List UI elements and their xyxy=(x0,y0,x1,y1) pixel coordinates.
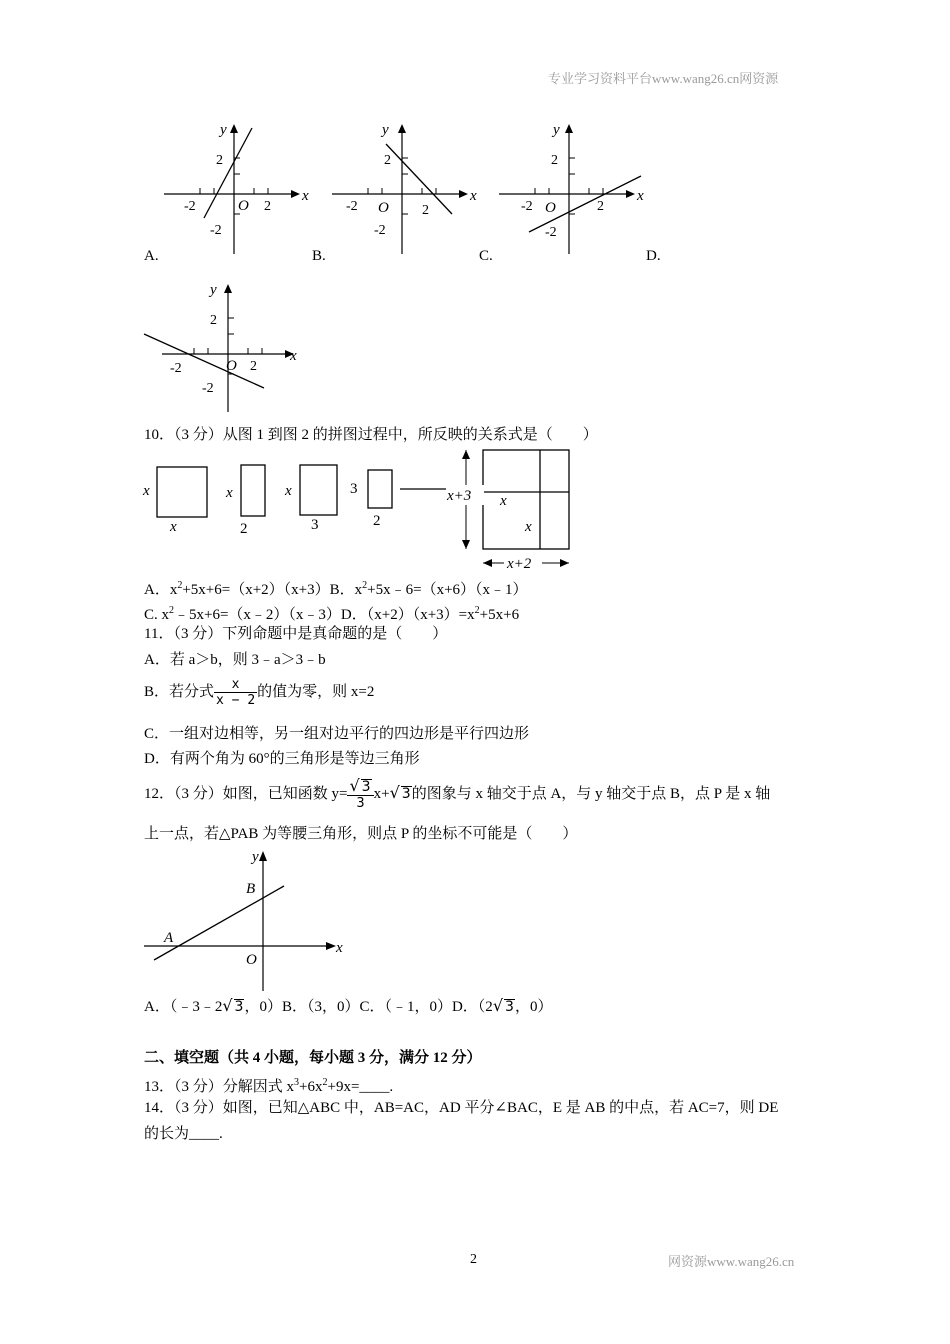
svg-text:2: 2 xyxy=(210,313,217,328)
option-c-label: C. xyxy=(479,248,493,264)
y-axis-label: y xyxy=(220,122,227,138)
svg-text:O: O xyxy=(226,358,237,374)
svg-text:y: y xyxy=(210,282,217,298)
header-watermark: 专业学习资料平台www.wang26.cn网资源 xyxy=(548,71,779,86)
svg-text:-2: -2 xyxy=(202,381,214,396)
svg-text:-2: -2 xyxy=(346,199,358,214)
q11-option-b: B．若分式 $\frac{x}{x - 2}$ 的值为零，则 x=2 xyxy=(144,677,375,708)
svg-text:2: 2 xyxy=(384,153,391,168)
svg-text:2: 2 xyxy=(240,521,248,537)
svg-text:-2: -2 xyxy=(184,199,196,214)
q11-option-c: C．一组对边相等，另一组对边平行的四边形是平行四边形 xyxy=(144,726,530,742)
svg-text:-2: -2 xyxy=(210,223,222,238)
svg-text:O: O xyxy=(246,952,257,968)
svg-text:y: y xyxy=(553,122,560,138)
svg-text:A: A xyxy=(164,930,174,946)
svg-text:x: x xyxy=(290,348,297,364)
svg-text:x: x xyxy=(143,483,150,499)
graph-option-d xyxy=(140,280,310,415)
footer-watermark: 网资源www.wang26.cn xyxy=(668,1254,795,1269)
page-number: 2 xyxy=(470,1252,477,1267)
q14-stem-line1: 14．（3 分）如图，已知△ABC 中，AB=AC，AD 平分∠BAC，E 是 AB 的中点，若 AC=7，则 DE xyxy=(144,1100,779,1116)
q10-puzzle-figure xyxy=(140,445,580,575)
svg-text:O: O xyxy=(238,198,249,214)
svg-text:x: x xyxy=(637,188,644,204)
q12-options: A．（﹣3﹣2√ 3，0）B．（3，0）C．（﹣1，0）D．（2√ 3，0） xyxy=(144,996,553,1015)
svg-text:x: x xyxy=(470,188,477,204)
svg-text:x+3: x+3 xyxy=(447,488,472,504)
option-b-label: B. xyxy=(312,248,326,264)
svg-text:3: 3 xyxy=(350,481,358,497)
svg-text:x: x xyxy=(170,519,177,535)
svg-text:y: y xyxy=(252,849,259,865)
svg-text:x: x xyxy=(500,493,507,509)
svg-text:2: 2 xyxy=(250,359,257,374)
fraction: $\frac{√ 3}{3}$ xyxy=(347,778,373,811)
q13-stem: 13．（3 分）分解因式 $x^3+6x^2+9x=\_\_\_\_$. xyxy=(144,1077,394,1095)
svg-text:x: x xyxy=(336,940,343,956)
svg-text:x: x xyxy=(285,483,292,499)
svg-text:x: x xyxy=(226,485,233,501)
q10-options-ab: A．$x^2+5x+6=(x+2)(x+3)B$．$x^2+5x﹣6=(x+6)(x﹣1)$ xyxy=(144,580,528,598)
svg-text:3: 3 xyxy=(311,517,319,533)
svg-text:-2: -2 xyxy=(521,199,533,214)
q10-options-cd: C. $x^2﹣5x+6=(x﹣2)(x﹣3)D$．$(x+2)(x+3)=x^2+5x+6$ xyxy=(144,605,520,623)
graph-option-b xyxy=(328,118,488,258)
q14-stem-line2: 的长为____. xyxy=(144,1126,223,1142)
q12-stem-line2: 上一点，若△PAB 为等腰三角形，则点 P 的坐标不可能是（ ） xyxy=(144,826,578,842)
q12-graph xyxy=(140,846,350,996)
graph-option-c xyxy=(495,118,655,258)
x-axis-label: x xyxy=(302,188,309,204)
svg-text:-2: -2 xyxy=(545,225,557,240)
svg-text:O: O xyxy=(545,200,556,216)
svg-text:2: 2 xyxy=(264,199,271,214)
svg-text:x: x xyxy=(525,519,532,535)
option-a-label: A. xyxy=(144,248,159,264)
svg-text:x+2: x+2 xyxy=(507,556,532,572)
svg-text:B: B xyxy=(246,881,256,897)
q12-stem-line1: 12．（3 分）如图，已知函数 y= $\frac{√ 3}{3}$ x+√ 3的图象与 x 轴交于点 A，与 y 轴交于点 B，点 P 是 x 轴 xyxy=(144,776,771,811)
q10-stem: 10．（3 分）从图 1 到图 2 的拼图过程中，所反映的关系式是（ ） xyxy=(144,427,598,443)
option-d-label: D. xyxy=(646,248,661,264)
fraction: $\frac{x}{x - 2}$ xyxy=(216,677,256,708)
svg-text:2: 2 xyxy=(422,203,429,218)
q11-option-a: A．若 a＞b，则 3﹣a＞3﹣b xyxy=(144,652,326,668)
svg-text:y: y xyxy=(382,122,389,138)
svg-text:-2: -2 xyxy=(374,223,386,238)
graph-option-a xyxy=(160,118,320,258)
svg-text:-2: -2 xyxy=(170,361,182,376)
section-2-title: 二、填空题（共 4 小题，每小题 3 分，满分 12 分） xyxy=(144,1050,482,1066)
svg-text:2: 2 xyxy=(373,513,381,529)
q11-option-d: D．有两个角为 60°的三角形是等边三角形 xyxy=(144,751,420,767)
svg-text:O: O xyxy=(378,200,389,216)
q11-stem: 11．（3 分）下列命题中是真命题的是（ ） xyxy=(144,626,448,642)
svg-text:2: 2 xyxy=(597,199,604,214)
svg-text:2: 2 xyxy=(551,153,558,168)
svg-text:2: 2 xyxy=(216,153,223,168)
